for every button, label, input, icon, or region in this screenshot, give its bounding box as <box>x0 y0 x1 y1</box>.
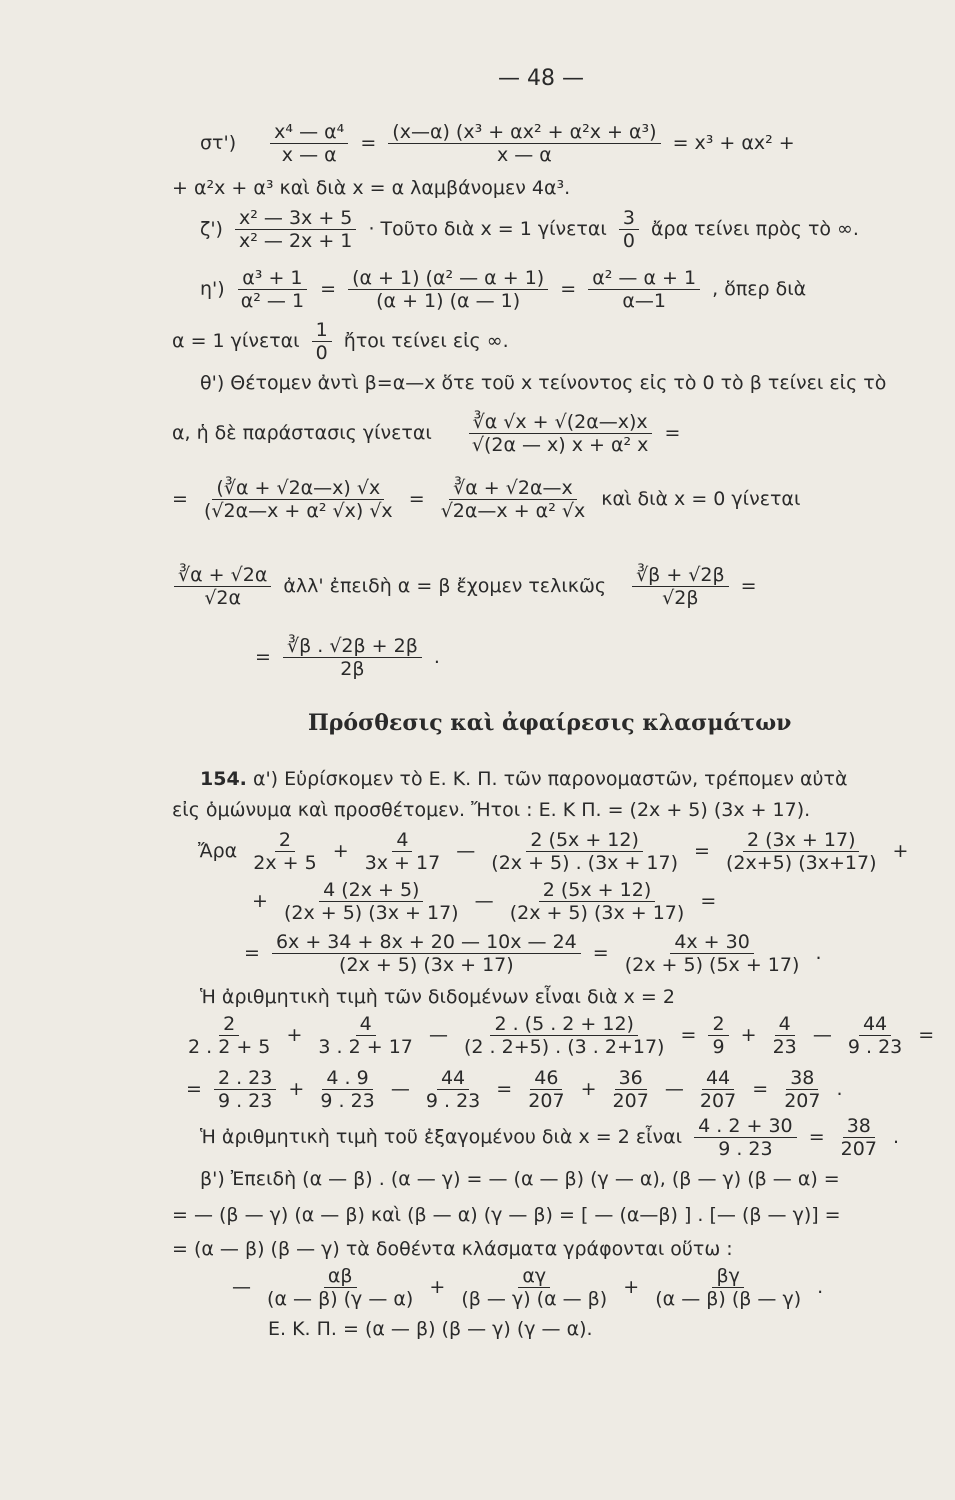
equation-c <box>244 932 821 975</box>
numerator: 44 <box>859 1014 891 1036</box>
numerator: (α + 1) (α² — α + 1) <box>348 268 548 290</box>
operator: — <box>474 890 494 912</box>
text-line: + α²x + α³ καὶ διὰ x = α λαμβάνομεν 4α³. <box>172 177 571 199</box>
denominator: (2x + 5) (3x + 17) <box>283 902 459 924</box>
denominator: (β — γ) (α — β) <box>461 1288 608 1310</box>
operator: + <box>332 840 349 862</box>
numerator: α² — α + 1 <box>588 268 700 290</box>
numerator: βγ <box>712 1266 743 1288</box>
denominator: 207 <box>612 1090 649 1112</box>
fraction <box>487 830 682 873</box>
equation-th5 <box>255 636 440 679</box>
operator: + <box>892 840 909 862</box>
fraction <box>588 268 700 311</box>
denominator: 0 <box>315 342 328 364</box>
fraction <box>361 830 445 873</box>
denominator: (2x + 5) (5x + 17) <box>624 954 800 976</box>
denominator: 3x + 17 <box>364 852 441 874</box>
operator: = <box>255 646 271 668</box>
operator: + <box>288 1078 305 1100</box>
denominator: x — α <box>496 144 552 166</box>
operator: = <box>560 278 577 300</box>
operator: + <box>252 890 268 912</box>
equation-st <box>200 122 795 165</box>
operator: = <box>740 575 757 597</box>
equation-f <box>186 1068 843 1111</box>
operator: + <box>623 1276 640 1298</box>
text-fragment: α, ἡ δὲ παράστασις γίνεται <box>172 422 432 444</box>
operator: = <box>244 942 260 964</box>
numerator: 2 . (5 . 2 + 12) <box>490 1014 638 1036</box>
equation-a <box>198 830 908 873</box>
fraction <box>184 1014 274 1057</box>
operator: = <box>680 1024 697 1046</box>
operator: — <box>812 1024 832 1046</box>
numerator: x² — 3x + 5 <box>235 208 356 230</box>
fraction <box>769 1014 801 1057</box>
numerator: 4 (2x + 5) <box>319 880 423 902</box>
fraction <box>316 1068 378 1111</box>
numerator: 4 <box>392 830 412 852</box>
fraction <box>272 932 581 975</box>
denominator: 2 . 2 + 5 <box>188 1036 271 1058</box>
operator: = <box>752 1078 769 1100</box>
denominator: 9 . 23 <box>847 1036 903 1058</box>
denominator: 2x + 5 <box>253 852 317 874</box>
fraction <box>621 932 804 975</box>
fraction <box>235 208 356 251</box>
text-fragment: α') Εὑρίσκομεν τὸ Ε. Κ. Π. τῶν παρονομαστῶν, τρέπομεν αὐτὰ <box>252 768 848 790</box>
operator: = <box>186 1078 202 1100</box>
text-line: εἰς ὁμώνυμα καὶ προσθέτομεν. Ἤτοι : Ε. Κ Π. = (2x + 5) (3x + 17). <box>172 799 811 821</box>
denominator: 3 . 2 + 17 <box>318 1036 413 1058</box>
numerator: 4 . 9 <box>322 1068 372 1090</box>
operator: — <box>390 1078 410 1100</box>
fraction <box>722 830 880 873</box>
denominator: (2x + 5) (3x + 17) <box>509 902 685 924</box>
fraction <box>249 830 320 873</box>
fraction <box>506 880 689 923</box>
denominator: (α + 1) (α — 1) <box>376 290 521 312</box>
numerator: 2 (5x + 12) <box>526 830 642 852</box>
denominator: 207 <box>699 1090 737 1112</box>
denominator: 23 <box>772 1036 797 1058</box>
denominator: (2x+5) (3x+17) <box>726 852 877 874</box>
numerator: 2 (3x + 17) <box>743 830 859 852</box>
text-line: Ε. Κ. Π. = (α — β) (β — γ) (γ — α). <box>268 1318 593 1340</box>
denominator: x² — 2x + 1 <box>239 230 353 252</box>
equation-g <box>200 1116 899 1159</box>
equation-th3 <box>172 478 800 521</box>
fraction <box>457 1266 611 1309</box>
fraction <box>280 880 463 923</box>
text-fragment: ἄρα τείνει πρὸς τὸ ∞. <box>651 218 859 240</box>
punctuation: . <box>433 646 440 668</box>
page-number: — 48 — <box>498 66 584 91</box>
text-fragment: , ὅπερ διὰ <box>712 278 807 300</box>
denominator: 0 <box>622 230 635 252</box>
denominator: 207 <box>840 1138 877 1160</box>
numerator: (x—α) (x³ + αx² + α²x + α³) <box>388 122 660 144</box>
denominator: (√2α—x + α² √x) √x <box>203 500 393 522</box>
equation-th2 <box>172 412 680 455</box>
denominator: (2x + 5) (3x + 17) <box>339 954 514 976</box>
text-fragment: Ἄρα <box>198 840 238 862</box>
denominator: 9 . 23 <box>718 1138 773 1160</box>
text-line: Ἡ ἀριθμητικὴ τιμὴ τῶν διδομένων εἶναι διὰ x = 2 <box>200 986 675 1008</box>
equation-h2 <box>172 320 509 363</box>
numerator: ∛α + √2α <box>174 565 271 587</box>
operator: = <box>360 132 377 154</box>
fraction <box>780 1068 824 1111</box>
fraction <box>314 1014 416 1057</box>
denominator: x — α <box>281 144 337 166</box>
text-fragment: · Τοῦτο διὰ x = 1 γίνεται <box>368 218 607 240</box>
numerator: 4x + 30 <box>670 932 754 954</box>
numerator: αβ <box>324 1266 357 1288</box>
text-line: θ') Θέτομεν ἀντὶ β=α—x ὅτε τοῦ x τείνοντος εἰς τὸ 0 τὸ β τείνει εἰς τὸ <box>200 372 887 394</box>
operator: + <box>286 1024 303 1046</box>
fraction <box>237 268 308 311</box>
fraction <box>422 1068 484 1111</box>
denominator: √2α—x + α² √x <box>440 500 586 522</box>
operator: = <box>320 278 337 300</box>
fraction <box>312 320 332 363</box>
text-fragment: ἀλλ' ἐπειδὴ α = β ἔχομεν τελικῶς <box>283 575 607 597</box>
numerator: (∛α + √2α—x) √x <box>212 478 384 500</box>
operator: = <box>496 1078 513 1100</box>
operator: — <box>428 1024 448 1046</box>
numerator: x⁴ — α⁴ <box>270 122 348 144</box>
label-h: η') <box>200 278 225 300</box>
numerator: 44 <box>702 1068 734 1090</box>
numerator: 1 <box>312 320 332 342</box>
operator: — <box>232 1276 251 1298</box>
fraction <box>437 478 590 521</box>
operator: = <box>694 840 710 862</box>
fraction <box>348 268 548 311</box>
operator: = <box>700 890 717 912</box>
numerator: 2 . 23 <box>214 1068 276 1090</box>
numerator: 38 <box>843 1116 875 1138</box>
text-fragment: α = 1 γίνεται <box>172 330 300 352</box>
denominator: 2β <box>340 658 365 680</box>
numerator: ∛β . √2β + 2β <box>283 636 422 658</box>
denominator: (α — β) (γ — α) <box>267 1288 414 1310</box>
denominator: α—1 <box>622 290 666 312</box>
numerator: 2 <box>275 830 295 852</box>
operator: — <box>456 840 476 862</box>
denominator: 9 . 23 <box>217 1090 273 1112</box>
fraction <box>270 122 348 165</box>
denominator: √2β <box>662 587 699 609</box>
fraction <box>263 1266 417 1309</box>
numerator: 44 <box>437 1068 469 1090</box>
numerator: 6x + 34 + 8x + 20 — 10x — 24 <box>272 932 581 954</box>
section-heading: Πρόσθεσις καὶ ἀφαίρεσις κλασμάτων <box>308 710 792 736</box>
denominator: 207 <box>528 1090 565 1112</box>
operator: = <box>408 488 425 510</box>
punctuation: . <box>836 1078 843 1100</box>
denominator: 207 <box>784 1090 821 1112</box>
numerator: 2 <box>708 1014 728 1036</box>
numerator: α³ + 1 <box>238 268 306 290</box>
fraction <box>468 412 653 455</box>
equation-b <box>252 880 716 923</box>
text-line: β') Ἐπειδὴ (α — β) . (α — γ) = — (α — β) (γ — α), (β — γ) (β — α) = <box>200 1168 840 1190</box>
fraction <box>524 1068 568 1111</box>
denominator: √2α <box>204 587 242 609</box>
fraction <box>651 1266 805 1309</box>
numerator: 2 <box>219 1014 239 1036</box>
denominator: α² — 1 <box>240 290 305 312</box>
equation-h-final <box>232 1266 823 1309</box>
numerator: 2 (5x + 12) <box>539 880 655 902</box>
fraction <box>200 478 397 521</box>
operator: + <box>740 1024 757 1046</box>
punctuation: . <box>815 942 822 964</box>
equation-z <box>200 208 859 251</box>
label-z: ζ') <box>200 218 223 240</box>
punctuation: . <box>892 1126 900 1148</box>
fraction <box>837 1116 881 1159</box>
text-line: = (α — β) (β — γ) τὰ δοθέντα κλάσματα γράφονται οὕτω : <box>172 1238 733 1260</box>
operator: = <box>808 1126 825 1148</box>
numerator: 3 <box>619 208 639 230</box>
text-fragment: καὶ διὰ x = 0 γίνεται <box>601 488 801 510</box>
numerator: 38 <box>786 1068 818 1090</box>
punctuation: . <box>817 1276 824 1298</box>
fraction <box>619 208 639 251</box>
equation-th4 <box>168 565 757 608</box>
numerator: 4 <box>356 1014 376 1036</box>
fraction <box>694 1116 796 1159</box>
denominator: (α — β) (β — γ) <box>655 1288 802 1310</box>
operator: = <box>664 422 681 444</box>
operator: + <box>580 1078 597 1100</box>
numerator: 36 <box>615 1068 647 1090</box>
operator: = <box>918 1024 935 1046</box>
operator: = <box>172 488 188 510</box>
numerator: αγ <box>518 1266 550 1288</box>
denominator: √(2α — x) x + α² x <box>471 434 649 456</box>
fraction <box>632 565 729 608</box>
numerator: 4 <box>775 1014 795 1036</box>
fraction <box>214 1068 276 1111</box>
fraction <box>460 1014 668 1057</box>
operator: = <box>592 942 609 964</box>
equation-e <box>178 1014 934 1057</box>
denominator: 9 <box>712 1036 725 1058</box>
numerator: ∛α + √2α—x <box>449 478 577 500</box>
numerator: ∛β + √2β <box>632 565 729 587</box>
fraction <box>174 565 271 608</box>
text-fragment: Ἡ ἀριθμητικὴ τιμὴ τοῦ ἐξαγομένου διὰ x = 2 εἶναι <box>200 1126 683 1148</box>
fraction <box>696 1068 740 1111</box>
text-fragment: ἤτοι τείνει εἰς ∞. <box>343 330 509 352</box>
fraction <box>388 122 660 165</box>
denominator: 9 . 23 <box>425 1090 481 1112</box>
denominator: (2 . 2+5) . (3 . 2+17) <box>463 1036 665 1058</box>
fraction <box>283 636 422 679</box>
fraction <box>844 1014 906 1057</box>
denominator: 9 . 23 <box>320 1090 375 1112</box>
exercise-number: 154. <box>200 768 247 790</box>
fraction <box>708 1014 728 1057</box>
result-text: = x³ + αx² + <box>672 132 795 154</box>
denominator: (2x + 5) . (3x + 17) <box>491 852 678 874</box>
equation-h <box>200 268 806 311</box>
numerator: ∛α √x + √(2α—x)x <box>469 412 652 434</box>
numerator: 4 . 2 + 30 <box>694 1116 796 1138</box>
operator: — <box>664 1078 684 1100</box>
label-st: στ') <box>200 132 237 154</box>
text-line <box>200 768 848 790</box>
text-line: = — (β — γ) (α — β) καὶ (β — α) (γ — β) = [ — (α—β) ] . [— (β — γ)] = <box>172 1204 841 1226</box>
fraction <box>609 1068 653 1111</box>
operator: + <box>429 1276 446 1298</box>
numerator: 46 <box>530 1068 562 1090</box>
